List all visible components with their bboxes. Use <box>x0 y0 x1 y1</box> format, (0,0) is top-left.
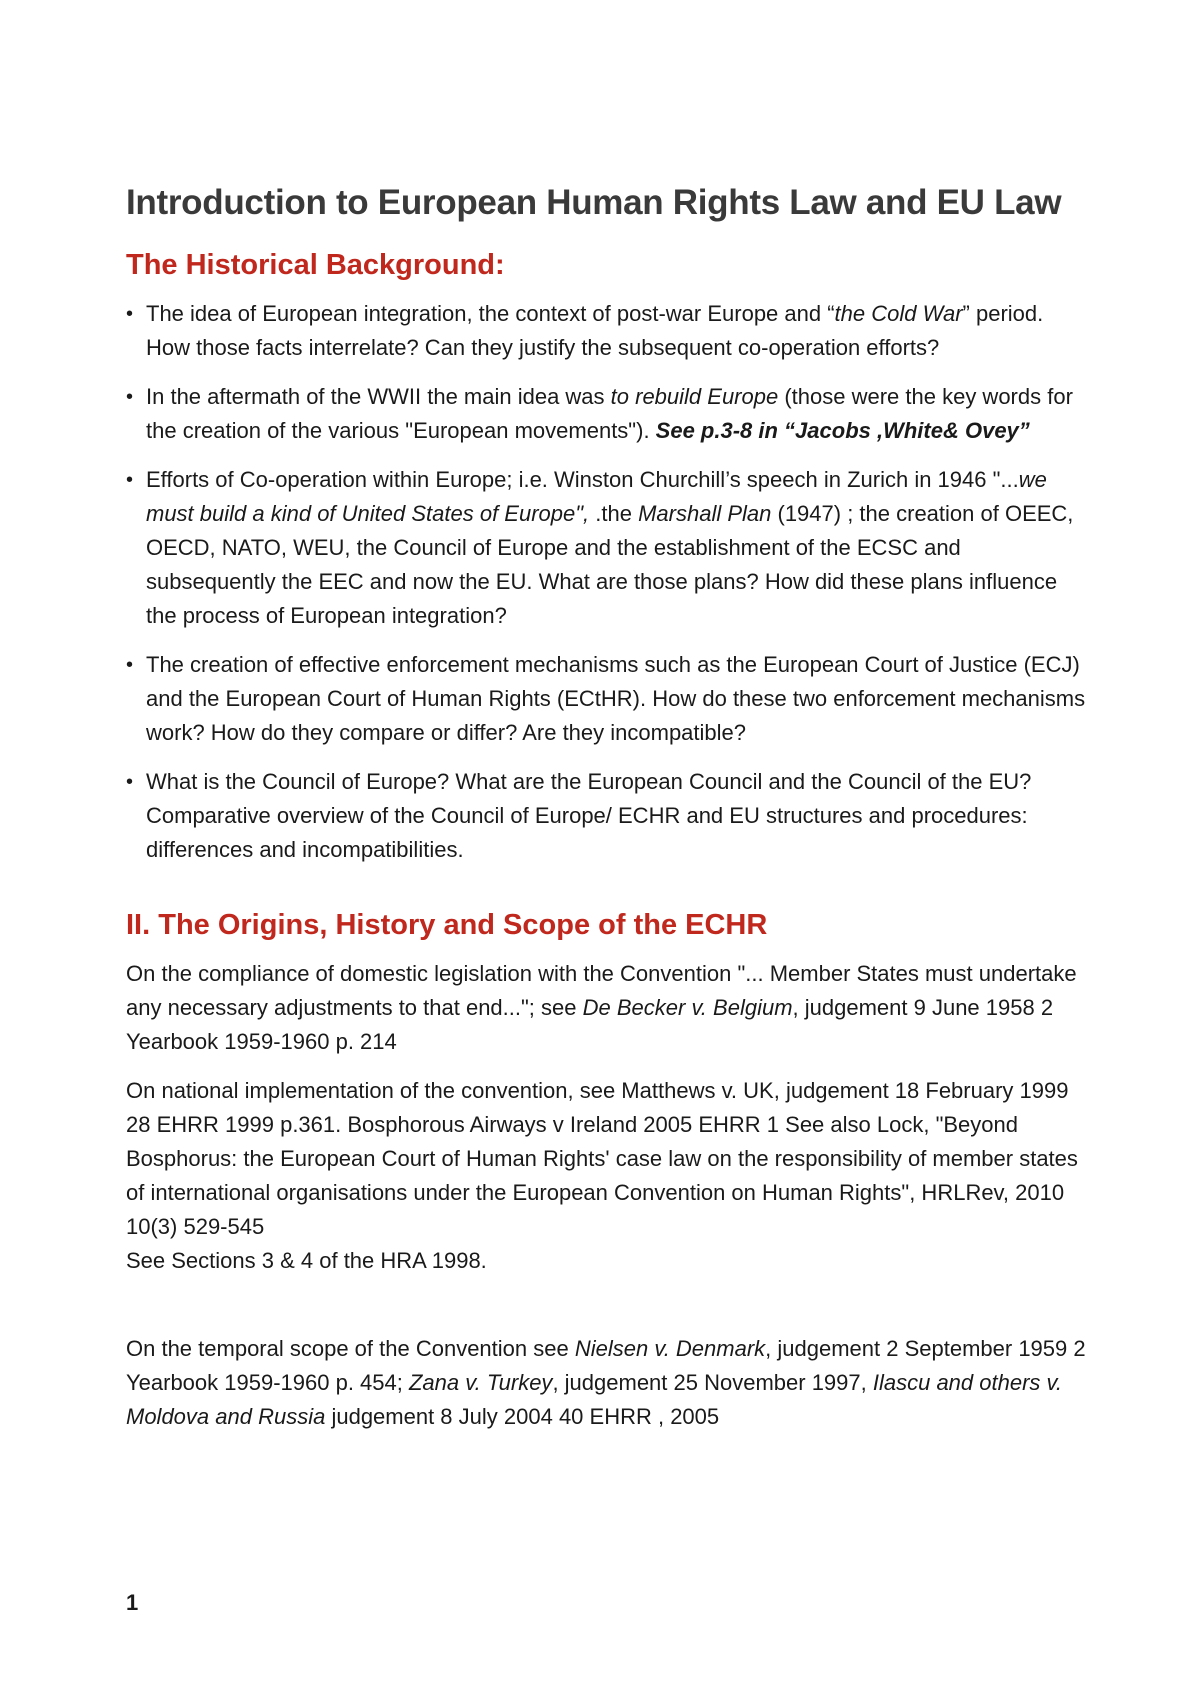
text-run: .the <box>589 501 639 526</box>
text-run: (those were the key words for the creation of the various "European movements"). <box>146 384 1073 443</box>
text-run: , judgement 9 June 1958 2 Yearbook 1959-1960 p. 214 <box>126 995 1054 1054</box>
italic-text: to rebuild Europe <box>610 384 779 409</box>
italic-text: Zana v. Turkey <box>408 1370 553 1395</box>
text-run: In the aftermath of the WWII the main idea was <box>146 384 611 409</box>
text-run: On national implementation of the convention, see Matthews v. UK, judgement 18 February 1999 28 EHRR 1999 p.361. Bosphorous Airways v Ireland 2005 EHRR 1 See also Lock, "Beyond Bosphorus: the European Court of Human Rights' case law on the responsibility of member states of international organisations under the European Convention on Human Rights", HRLRev, 2010 10(3) 529-545 <box>126 1078 1078 1239</box>
bullet-item <box>126 765 1086 867</box>
section-heading-historical-background: The Historical Background: <box>126 249 505 281</box>
section-heading-echr-origins: II. The Origins, History and Scope of the ECHR <box>126 909 768 941</box>
page-number: 1 <box>126 1590 139 1615</box>
text-run: judgement 8 July 2004 40 EHRR , 2005 <box>325 1404 720 1429</box>
bullet-icon: • <box>126 654 134 676</box>
text-run: On the temporal scope of the Convention see <box>126 1336 575 1361</box>
bullet-icon: • <box>126 771 134 793</box>
italic-text: we must build a kind of United States of Europe", <box>146 467 1047 526</box>
bullet-item <box>126 380 1086 448</box>
paragraph-temporal-scope <box>126 1332 1086 1434</box>
paragraph-national-implementation <box>126 1074 1086 1244</box>
text-run: Efforts of Co-operation within Europe; i.e. Winston Churchill’s speech in Zurich in 1946 "... <box>146 467 1019 492</box>
bullet-list-historical <box>126 297 1086 867</box>
text-run: See Sections 3 & 4 of the HRA 1998. <box>126 1248 487 1273</box>
bullet-item <box>126 297 1086 365</box>
bold-italic-reference: See p.3-8 in “Jacobs ,White& Ovey” <box>655 418 1030 443</box>
italic-text: De Becker v. Belgium <box>582 995 793 1020</box>
text-run: What is the Council of Europe? What are the European Council and the Council of the EU? Comparative overview of the Council of Europe/ ECHR and EU structures and procedures: differences and incompatibilities. <box>146 769 1032 862</box>
bullet-icon: • <box>126 386 134 408</box>
text-run: The idea of European integration, the context of post-war Europe and “ <box>146 301 835 326</box>
text-run: , judgement 2 September 1959 2 Yearbook 1959-1960 p. 454; <box>126 1336 1086 1395</box>
paragraph-compliance <box>126 957 1086 1059</box>
document-title: Introduction to European Human Rights Law and EU Law <box>126 183 1062 222</box>
italic-text: Marshall Plan <box>638 501 772 526</box>
text-run: On the compliance of domestic legislation with the Convention "... Member States must undertake any necessary adjustments to that end..."; see <box>126 961 1077 1020</box>
bullet-icon: • <box>126 303 134 325</box>
italic-text: Ilascu and others v. Moldova and Russia <box>126 1370 1062 1429</box>
italic-text: the Cold War <box>834 301 963 326</box>
text-run: ” period. How those facts interrelate? Can they justify the subsequent co-operation efforts? <box>146 301 1044 360</box>
bullet-icon: • <box>126 469 134 491</box>
text-run: (1947) ; the creation of OEEC, OECD, NATO, WEU, the Council of Europe and the establishment of the ECSC and subsequently the EEC and now the EU. What are those plans? How did these plans influence the process of European integration? <box>146 501 1074 628</box>
paragraph-hra-sections <box>126 1244 1086 1278</box>
text-run: The creation of effective enforcement mechanisms such as the European Court of Justice (ECJ) and the European Court of Human Rights (ECtHR). How do these two enforcement mechanisms work? How do they compare or differ? Are they incompatible? <box>146 652 1086 745</box>
bullet-item <box>126 648 1086 750</box>
text-run: , judgement 25 November 1997, <box>552 1370 873 1395</box>
italic-text: Nielsen v. Denmark <box>574 1336 766 1361</box>
page-content <box>126 180 1086 1449</box>
bullet-item <box>126 463 1086 633</box>
